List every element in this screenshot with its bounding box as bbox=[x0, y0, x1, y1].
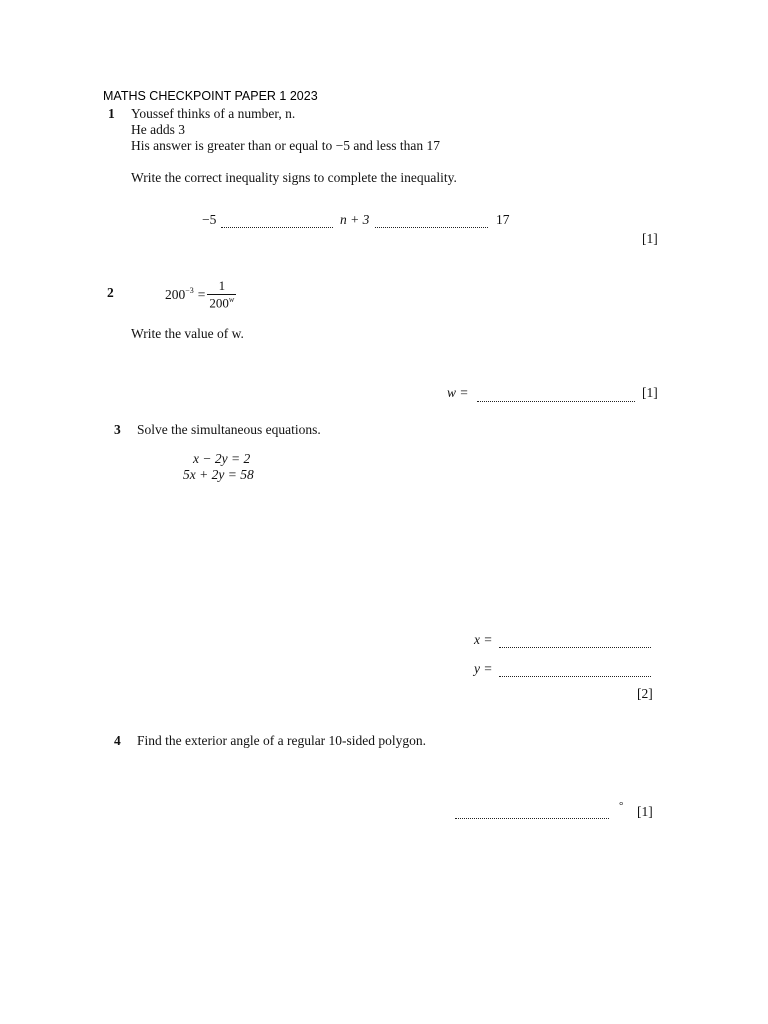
question-number-3: 3 bbox=[114, 422, 121, 437]
q1-line-3: His answer is greater than or equal to −5 and less than 17 bbox=[131, 138, 441, 153]
q1-line-2: He adds 3 bbox=[131, 122, 185, 137]
question-number-1: 1 bbox=[108, 106, 115, 121]
q4-instruction: Find the exterior angle of a regular 10-sided polygon. bbox=[137, 733, 427, 748]
q2-fraction bbox=[207, 278, 236, 311]
q2-exponent: −3 bbox=[185, 286, 194, 296]
q1-answer-blank-2[interactable] bbox=[375, 217, 488, 228]
question-number-2: 2 bbox=[107, 285, 114, 300]
q1-instruction: Write the correct inequality signs to complete the inequality. bbox=[131, 170, 457, 185]
q2-denominator bbox=[207, 294, 236, 311]
q2-denominator-base: 200 bbox=[209, 295, 229, 311]
q3-equation-1: x − 2y = 2 bbox=[193, 451, 251, 466]
q2-answer-label: w = bbox=[447, 385, 469, 400]
q2-marks: [1] bbox=[642, 385, 658, 400]
q4-marks: [1] bbox=[637, 804, 653, 819]
q1-line-1: Youssef thinks of a number, n. bbox=[131, 106, 296, 121]
q1-middle-expression: n + 3 bbox=[340, 212, 370, 227]
q2-base: 200 bbox=[165, 286, 186, 302]
q2-answer-blank[interactable] bbox=[477, 391, 635, 402]
question-number-4: 4 bbox=[114, 733, 121, 748]
q2-instruction: Write the value of w. bbox=[131, 326, 244, 341]
q4-degree-symbol: ° bbox=[619, 800, 624, 812]
q2-denominator-exp: w bbox=[228, 295, 235, 304]
q1-answer-blank-1[interactable] bbox=[221, 217, 333, 228]
q3-answer-x-label: x = bbox=[474, 632, 493, 647]
paper-title: MATHS CHECKPOINT PAPER 1 2023 bbox=[103, 89, 318, 103]
q1-left-value: −5 bbox=[202, 212, 217, 227]
q3-marks: [2] bbox=[637, 686, 653, 701]
q2-numerator: 1 bbox=[218, 278, 226, 293]
q1-right-value: 17 bbox=[496, 212, 510, 227]
q3-answer-y-label: y = bbox=[474, 661, 493, 676]
q2-equation bbox=[165, 278, 236, 311]
q3-answer-x-blank[interactable] bbox=[499, 637, 651, 648]
q2-equals: = bbox=[197, 286, 206, 302]
q3-equation-2: 5x + 2y = 58 bbox=[183, 467, 254, 482]
q4-answer-blank[interactable] bbox=[455, 808, 609, 819]
q1-marks: [1] bbox=[642, 231, 658, 246]
q3-instruction: Solve the simultaneous equations. bbox=[137, 422, 321, 437]
q3-answer-y-blank[interactable] bbox=[499, 666, 651, 677]
